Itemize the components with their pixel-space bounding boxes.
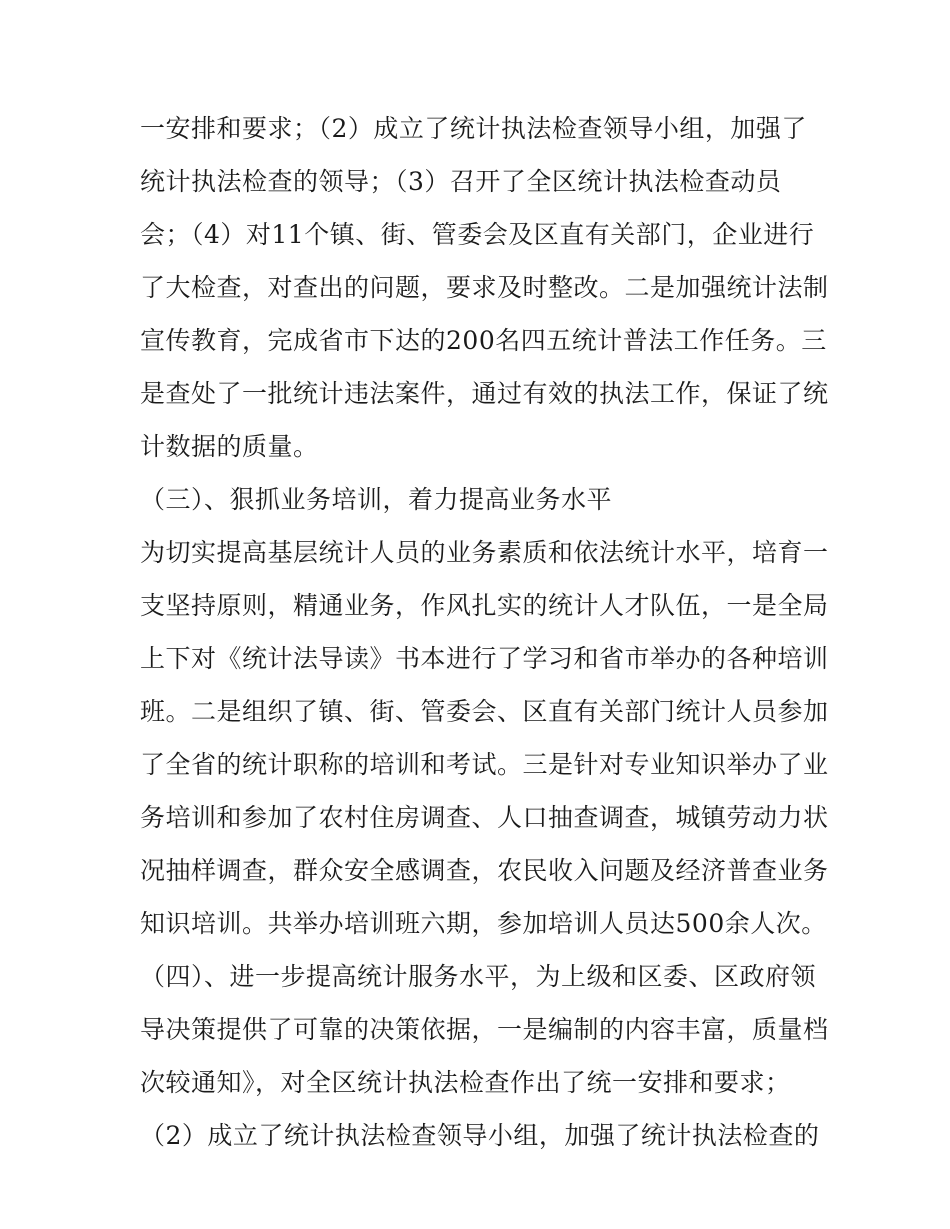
text-line: 为切实提高基层统计人员的业务素质和依法统计水平，培育一: [140, 538, 829, 567]
text-line: 次较通知》，对全区统计执法检查作出了统一安排和要求；: [140, 1068, 791, 1097]
text-line: （2）成立了统计执法检查领导小组，加强了统计执法检查的: [140, 1121, 820, 1150]
text-line: 会；（4）对11个镇、街、管委会及区直有关部门，企业进行: [140, 220, 815, 249]
text-line: 计数据的质量。: [140, 432, 319, 461]
text-line: 导决策提供了可靠的决策依据，一是编制的内容丰富，质量档: [140, 1015, 829, 1044]
text-line: 了大检查，对查出的问题，要求及时整改。二是加强统计法制: [140, 273, 829, 302]
text-line: 一安排和要求；（2）成立了统计执法检查领导小组，加强了: [140, 114, 807, 143]
text-line: 支坚持原则，精通业务，作风扎实的统计人才队伍，一是全局: [140, 591, 829, 620]
text-line: 宣传教育，完成省市下达的200名四五统计普法工作任务。三: [140, 326, 827, 355]
text-line: 知识培训。共举办培训班六期，参加培训人员达500余人次。: [140, 909, 827, 938]
text-line: 况抽样调查，群众安全感调查，农民收入问题及经济普查业务: [140, 856, 829, 885]
text-line: 务培训和参加了农村住房调查、人口抽查调查，城镇劳动力状: [140, 803, 829, 832]
text-line: 是查处了一批统计违法案件，通过有效的执法工作，保证了统: [140, 379, 829, 408]
section-heading: （四）、进一步提高统计服务水平，为上级和区委、区政府领: [140, 962, 817, 991]
text-line: 上下对《统计法导读》书本进行了学习和省市举办的各种培训: [140, 644, 829, 673]
section-heading: （三）、狠抓业务培训，着力提高业务水平: [140, 485, 613, 514]
text-line: 统计执法检查的领导；（3）召开了全区统计执法检查动员: [140, 167, 782, 196]
text-line: 班。二是组织了镇、街、管委会、区直有关部门统计人员参加: [140, 697, 829, 726]
text-line: 了全省的统计职称的培训和考试。三是针对专业知识举办了业: [140, 750, 829, 779]
